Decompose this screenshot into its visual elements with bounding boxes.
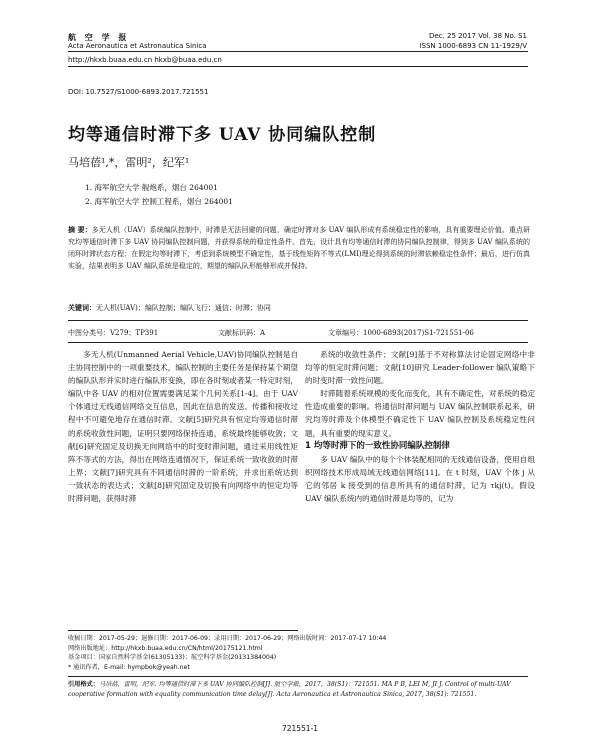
- meta-divider-bottom: [68, 342, 528, 343]
- journal-urls[interactable]: http://hkxb.buaa.edu.cn hkxb@buaa.edu.cn: [68, 56, 222, 64]
- keywords: [68, 303, 530, 313]
- footnotes: [68, 634, 530, 672]
- authors: 马培蓓¹,*，雷明²，纪军¹: [68, 156, 190, 169]
- citation-divider: [68, 676, 528, 677]
- body-paragraph: 多无人机(Unmanned Aerial Vehicle,UAV)协同编队控制是自主协同控制中的一项重要技术，编队控制的主要任务是保持某个期望的编队队形并实时进行编队形变换，即在各时刻或者某一特定时刻，编队中各 UAV 的相对位置需要满足某个几何关系[1-4]。由于 UAV 个体通过无线通信网络交互信息，因此在信息的发送、传播和接收过程中不可避免地存在通信时滞。文献[5]研究具有恒定均等通信时滞的系统收敛性问题，证明只要网络保持连通，系统最终能够收敛；文献[6]研究固定及切换无向网络中的时变时滞问题，通过采用线性矩阵不等式的方法，得出在网络连通情况下，保证系统一致收敛的时滞上界；文献[7]研究具有不同通信时滞的一阶系统，并求出系统达到一致状态的表达式；文献[8]研究固定及切换有向网络中的恒定均等时滞问题，获得时滞: [68, 350, 298, 504]
- abstract-text: 多无人机（UAV）系统编队控制中，时滞是无法回避的问题，确定时滞对多 UAV 编队形成有系统稳定性的影响，具有重要理论价值。重点研究均等通信时滞下多 UAV 协同编队控制问题，并获得系统的稳定性条件。首先，设计具有均等通信时滞的协同编队控制律，得到多 UAV 编队系统的闭环时滞状态方程；在假定均等时滞下，考虑到系统模型不确定性，基于线性矩阵不等式(LMI)理论得到系统的时滞依赖稳定性条件；最后，进行仿真实验，结果表明多 UAV 编队系统是稳定的，期望的编队队形能够形成并保持。: [68, 226, 531, 270]
- abstract: [68, 224, 530, 272]
- article-number: 文章编号：1000-6893(2017)S1-721551-06: [328, 329, 474, 337]
- citation-text: 马培蓓，雷明，纪军. 均等通信时滞下多 UAV 协同编队控制[J]. 航空学报，2017，38(S1)：721551. MA P B, LEI M, JI J. Control of multi-UAV cooperative formation with equality communication time delay[J]. Acta Aeronautica et Astronautica Sinica, 2017, 38(S1): 721551.: [68, 681, 511, 698]
- doi[interactable]: DOI: 10.7527/S1000-6893.2017.721551: [68, 88, 209, 96]
- body-paragraph: 时滞随着系统规模的变化而变化，具有不确定性，对系统的稳定性造成重要的影响。将通信时滞问题与 UAV 编队控制联系起来，研究均等时滞及个体模型不确定性下 UAV 编队控制及系统稳定性问题，具有重要的现实意义。: [305, 389, 535, 438]
- header-divider-2: [68, 66, 528, 67]
- journal-name-cn: 航 空 学 报: [68, 32, 130, 42]
- footnote-dates: 收稿日期：2017-05-29；退修日期：2017-06-09；录用日期：2017-06-29；网络出版时间：2017-07-17 10:44: [68, 635, 387, 642]
- keywords-text: 无人机(UAV)；编队控制；编队飞行；通信；时滞；协同: [96, 304, 271, 312]
- body-paragraph: 系统的收敛性条件；文献[9]基于不对称算法讨论固定网络中非均等的恒定时滞问题；文献[10]研究 Leader-follower 编队策略下的时变时滞一致性问题。: [305, 350, 535, 386]
- meta-divider-top: [68, 320, 528, 321]
- footnote-divider: [68, 630, 298, 631]
- body-column-right: [305, 348, 535, 505]
- header-divider: [68, 51, 528, 52]
- abstract-label: 摘 要：: [68, 225, 92, 234]
- footnote-url[interactable]: 网络出版地址：http://hkxb.buaa.edu.cn/CN/html/20175121.html: [68, 644, 263, 652]
- footnote-corresponding: * 通讯作者，E-mail: hympbok@yeah.net: [68, 663, 190, 671]
- document-code: 文献标识码：A: [218, 329, 266, 337]
- section-heading: 1 均等时滞下的一致性协同编队控制律: [305, 440, 450, 451]
- citation: [68, 680, 530, 699]
- issue-info: Dec. 25 2017 Vol. 38 No. S1: [429, 32, 527, 40]
- keywords-label: 关键词：: [68, 303, 96, 312]
- citation-label: 引用格式：: [68, 681, 99, 688]
- footnote-funding: 基金项目：国家自然科学基金(61305133)；航空科学基金(20131384004): [68, 654, 277, 661]
- journal-name-en: Acta Aeronautica et Astronautica Sinica: [68, 42, 207, 50]
- page-number: 721551-1: [281, 724, 319, 733]
- affiliation-2: 2. 海军航空大学 控制工程系，烟台 264001: [85, 197, 233, 206]
- body-paragraph: 多 UAV 编队中的每个个体装配相同的无线通信设备，使用自组织网络技术形成局域无线通信网络[11]。在 t 时刻，UAV 个体 j 从它的邻居 k 接受到的信息所具有的通信时滞，记为 τkj(t)。假设 UAV 编队系统内的通信时滞是均等的，记为: [305, 454, 535, 504]
- affiliation-1: 1. 海军航空大学 舰炮系，烟台 264001: [85, 183, 218, 192]
- issn-info: ISSN 1000-6893 CN 11-1929/V: [419, 42, 527, 50]
- clc-number: 中图分类号：V279；TP391: [68, 329, 159, 337]
- paper-title: 均等通信时滞下多 UAV 协同编队控制: [68, 125, 377, 145]
- body-column-left: [68, 348, 298, 505]
